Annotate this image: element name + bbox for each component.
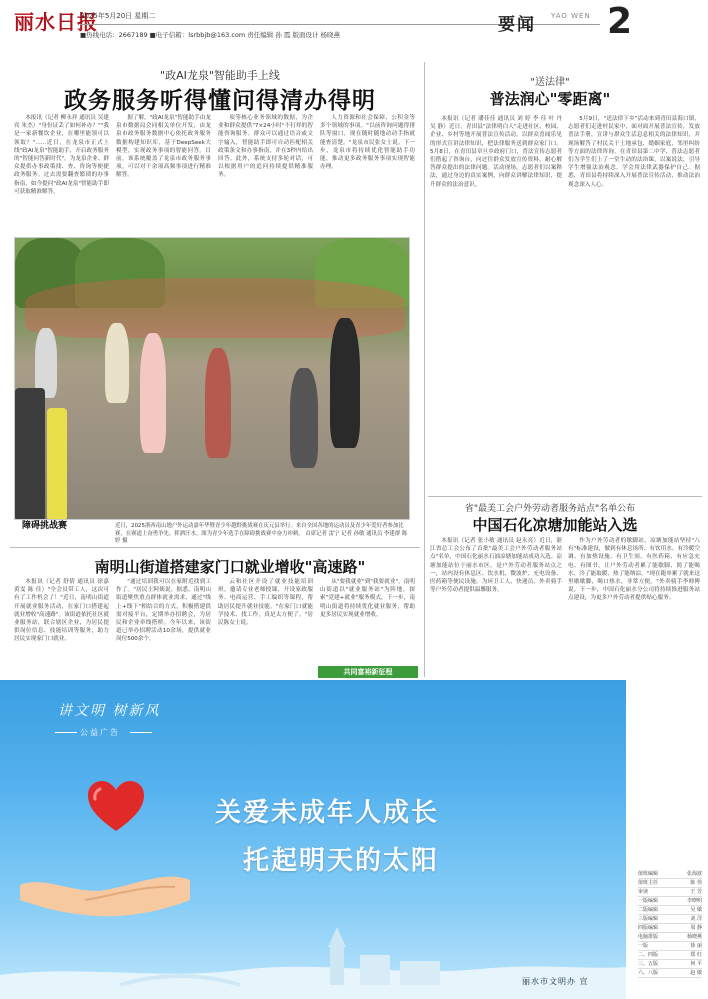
article4-column-1: 本报讯（记者 舒倩 通讯员 徐嘉 黄雯 陈 佳）"全会员带工人，这次可有了工作机会了！"近日，南明山街道开展就业服务活动，在家门口搭建起就业增收"高速路"。该街道依托社区就业服务站，联合辖区企业，为居民提供岗位信息、技能培训等服务，助力居民实现家门口就业。 — [14, 579, 109, 643]
article3-headline[interactable]: 中国石化凉塘加能站入选 — [472, 516, 638, 534]
runner-shape — [205, 348, 231, 458]
article4-column-3: 云和社区开设了就业技能培训班，邀请专业老师授课，开设家政服务、电商运营、手工编织等课程，帮助居民提升就业技能。"在家门口就能学技术、找工作，真是太方便了。"居民陈女士说。 — [218, 579, 313, 627]
staff-row: 二、四版 郑 红 — [638, 952, 702, 958]
article1-column-3: 项等核心业务领域的数据，为企业和群众提供"7×24小时"不打烊的智能咨询服务。群众可以通过语音或文字输入，智能助手即可自动匹配相关政策条文和办事指南，并在3秒内给出回答。此外，系统支持多轮对话，可以根据用户的追问持续提供精准服务。 — [218, 115, 313, 179]
runner-shape — [290, 368, 318, 468]
article4-column-2: "通过培训我可以在家附近找到工作了。"居民王阿姨说。据悉，南明山街道聚焦重点群体就业需求，通过"线上+线下"相结合的方式，积极搭建供需对接平台，定期举办招聘会，为居民和企业牵线搭桥。今年以来，该街道已举办招聘活动10余场，提供就业岗位500余个。 — [116, 579, 211, 643]
staff-row: 三、五版 何 平 — [638, 961, 702, 967]
staff-row: 三版编辑 刘 洋 — [638, 916, 702, 922]
staff-row: 六、八版 赵 敏 — [638, 970, 702, 976]
ad-rule-left — [55, 732, 77, 733]
column-divider — [424, 62, 425, 677]
page-header — [0, 0, 708, 58]
staff-row: 一版编辑 李晓明 — [638, 898, 702, 904]
contact-info: ■热线电话：2667189 ■电子信箱：lsrbbjb@163.com 责任编辑 孙 霞 版面设计 杨晓燕 — [80, 31, 341, 39]
runner-shape — [330, 318, 360, 448]
heart-icon — [86, 779, 146, 834]
article2-column-2: 5月9日，"送法律下乡"活动来到青田县海口镇，志愿者们走进村民家中，面对面开展普法宣传，发放普法手册，宣讲与群众生活息息相关的法律知识，并现场解答了村民关于土地承包、婚姻家庭、邻里纠纷等方面的法律咨询。在青田县第二中学，普法志愿者们为学生们上了一堂生动的法治课，以案说法，引导学生增强法治观念，学会用法律武器保护自己。据悉，青田县将持续深入开展普法宣传活动，推动法治观念深入人心。 — [568, 116, 700, 188]
staff-row: 值班主任 陈 伟 — [638, 880, 702, 886]
article1-kicker: "政AI龙泉"智能助手上线 — [160, 69, 280, 82]
staff-row: 值班编辑 张海波 — [638, 871, 702, 877]
ad-rule-right — [130, 732, 152, 733]
article3-kicker: 省"最美工会户外劳动者服务站点"名单公布 — [464, 504, 636, 514]
staff-row: 电脑排版 杨晓燕 — [638, 934, 702, 940]
hand-icon — [15, 855, 195, 925]
photo-caption: 近日，2025浙西南山地户外运动嘉年华暨青少年越野挑战赛在庆元县举行。来自全国各地的运动员及青少年爱好者参加比赛，在赛道上奋勇争先、挥洒汗水。图为青少年选手在障碍挑战赛中奋力冲刺。 首席记者 雷宁 记者 孙敏 通讯员 李建群 陈婷 摄 — [115, 523, 408, 545]
common-prosperity-tag: 共同富裕新征程 — [318, 666, 418, 678]
article4-column-4: 从"要我就业"到"我要就业"，南明山街道以"就业服务站"为阵地，探索"党建+就业"服务模式，下一步，南明山街道将持续优化就业服务，帮助更多居民实现就业增收。 — [320, 579, 415, 618]
ad-slogan: 讲文明 树新风 — [58, 703, 161, 719]
ad-sponsor: 丽水市文明办 宣 — [522, 977, 589, 986]
article1-column-2: 据了解，"政AI龙泉"智能助手由龙泉市数据局会同相关单位开发，由龙泉市政务服务数据中心依托政务服务数据构建知识库，基于DeepSeek大模型，实现政务事项的智能问答。目前，该系统覆盖了龙泉市政务服务事项，可以对千余项高频事项进行精准解答。 — [116, 115, 211, 179]
article1-column-4: 人力资源和社会保障、公积金等多个领域的事项。"以前咨询问题得排队等窗口，现在随时随地动动手指就能查清楚。"龙泉市民张女士说。下一步，龙泉市将持续优化智能助手功能，推动更多政务服务事项实现智能办理。 — [320, 115, 415, 171]
issue-date: 2025年5月20日 星期二 — [80, 12, 156, 20]
article3-column-1: 本报讯（记者 张小敏 通讯员 赵永亮）近日，浙江省总工会公布了首批"最美工会户外劳动者服务站点"名单，中国石化丽水石油凉塘加能站成功入选。凉塘加能站位于丽水市区，是户外劳动者服务站点之一，站内设有休息区、饮水机、微波炉、充电设备、医药箱等便民设施，为环卫工人、快递员、外卖骑手等户外劳动者提供温馨服务。 — [430, 538, 562, 594]
section-pinyin: YAO WEN — [551, 12, 591, 20]
race-photo[interactable] — [14, 237, 410, 520]
newspaper-logo: 丽水日报 — [14, 10, 98, 34]
section-name: 要闻 — [498, 15, 536, 35]
page-number: 2 — [607, 1, 633, 42]
article2-column-1: 本报讯（记者 潘佳佳 通讯员 刘 婷 李 佳 叶 丹 吴 静）近日，青田县"法律明白人"走进社区、校园、企业、乡村等地开展普法宣传活动，以群众喜闻乐见的形式宣讲法律知识，把法律服务送到群众家门口。5月8日，在青田县章旦乡政府门口，普法宣传志愿者们搭起了咨询台，向过往群众发放宣传资料，耐心解答群众提出的法律问题。活动现场，志愿者们以案释法，通过身边的真实案例，向群众讲解法律知识，提升群众的法治意识。 — [430, 116, 562, 188]
article1-headline[interactable]: 政务服务听得懂问得清办得明 — [64, 88, 376, 114]
article2-headline[interactable]: 普法润心"零距离" — [489, 90, 611, 108]
ad-type: 公益广告 — [80, 728, 120, 737]
staff-row: 四版编辑 周 静 — [638, 925, 702, 931]
section-divider — [428, 496, 702, 497]
staff-row: 二版编辑 吴 敏 — [638, 907, 702, 913]
barrier-shape — [47, 408, 67, 520]
staff-row: 一版 徐 丽 — [638, 943, 702, 949]
runner-shape — [140, 333, 166, 453]
section-divider — [10, 547, 420, 548]
tire-stack-shape — [15, 388, 45, 520]
staff-list — [638, 870, 702, 995]
ad-headline-line2: 托起明天的太阳 — [243, 846, 440, 876]
article3-column-2: 作为户外劳动者的歇脚站，凉塘加能站坚持"八有"标准建设，做到有休息场所、有饮用水、有冷暖空调、有加热设施、有卫生间、有医药箱、有应急充电、有图书，让户外劳动者累了能歇脚、渴了能喝水、冷了能取暖、热了能纳凉。"现在跑单累了就来这里歇歇脚，喝口热水，非常方便。"外卖骑手李师傅说。下一步，中国石化丽水分公司将持续推进服务站点建设，为更多户外劳动者提供贴心服务。 — [568, 538, 700, 602]
staff-row: 审读 王 芳 — [638, 889, 702, 895]
cityscape-icon — [0, 925, 626, 999]
ad-headline-line1: 关爱未成年人成长 — [215, 798, 440, 828]
article2-kicker: "送法律" — [530, 77, 570, 88]
public-service-ad[interactable] — [0, 680, 626, 999]
runner-shape — [105, 323, 129, 403]
article1-column-1: 本报讯（记者 柳永祥 通讯员 吴建宾 朱杰）"身份证丢了如何补办？""我是一家新餐饮企业，在哪里能领可以领取？"......近日，在龙泉市正式上线"政AI龙泉"智能助手，开启政务服务的"智能问答新时代"。为龙泉企业、群众提供办事政策找、查、咨询等便捷政务服务。过去需要翻查繁琐的办事指南，如今提问"政AI龙泉"智能助手即可获取精准解答。 — [14, 115, 109, 195]
photo-tag: 障碍挑战赛 — [22, 521, 68, 531]
article4-headline[interactable]: 南明山街道搭建家门口就业增收"高速路" — [94, 558, 366, 576]
